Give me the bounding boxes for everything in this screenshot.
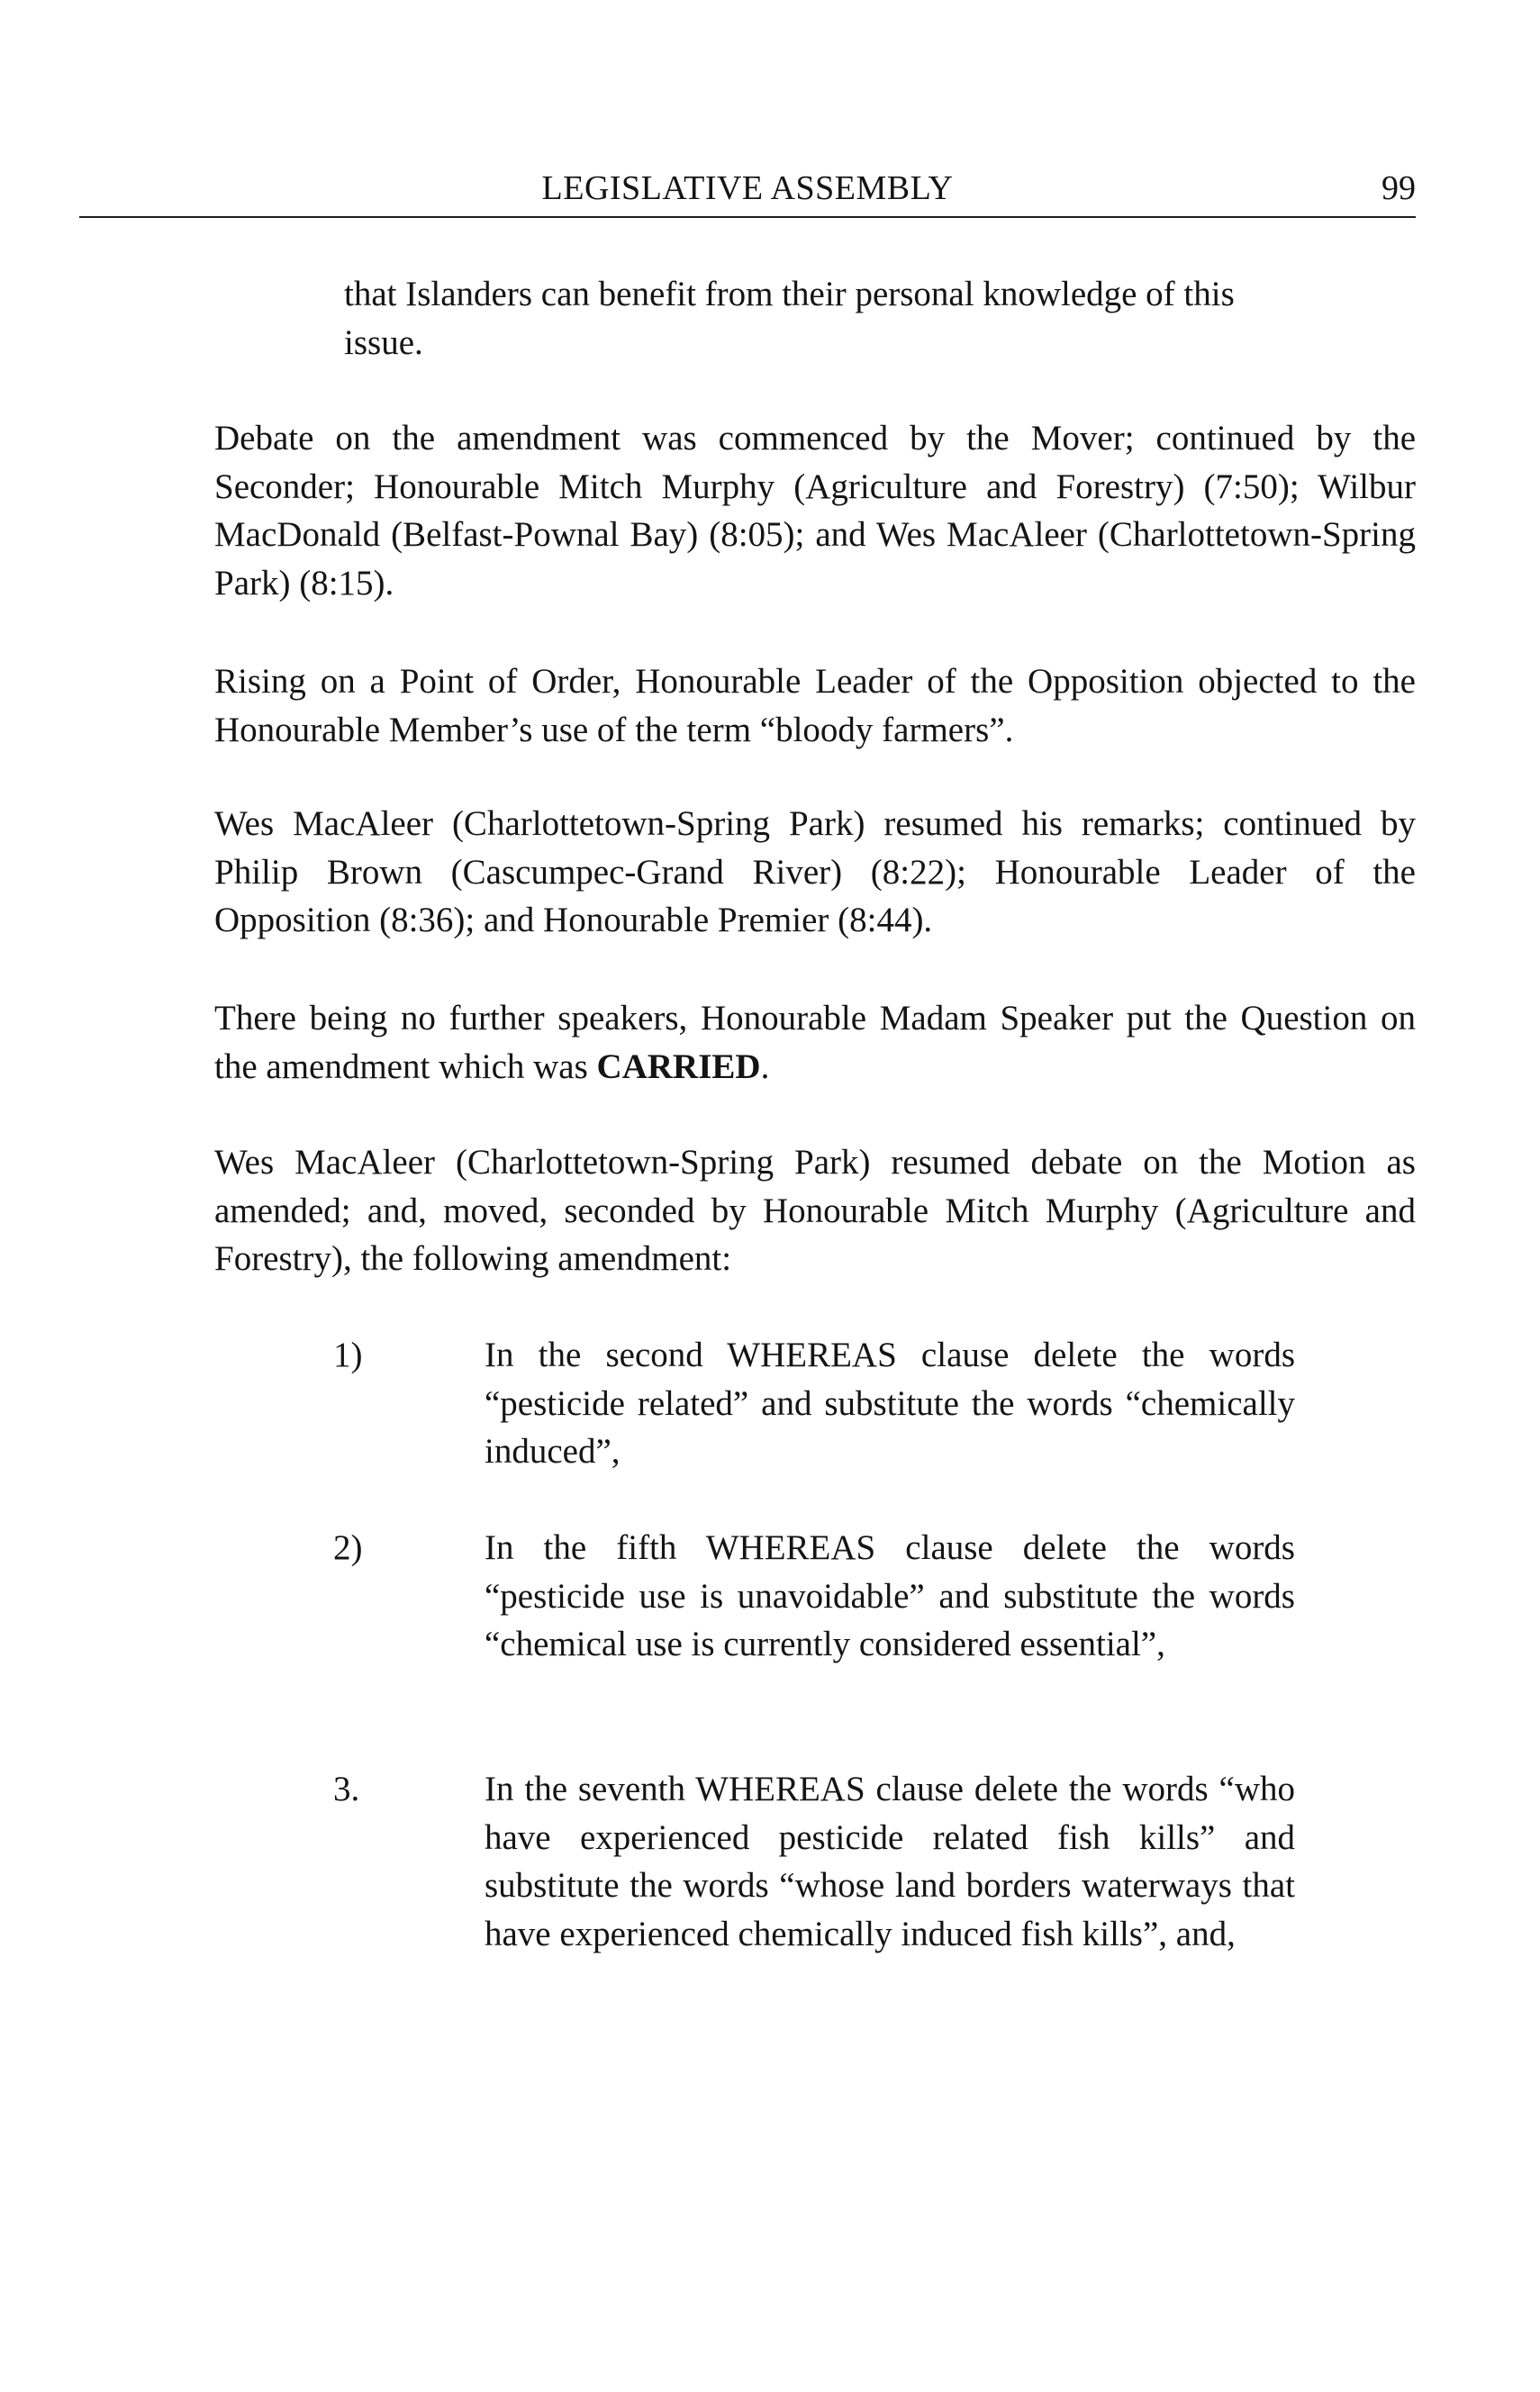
amendment-text: In the fifth WHEREAS clause delete the words “pesticide use is unavoidable” and substitute the words “chemical use is currently considered essential”, [485, 1528, 1295, 1663]
running-header [79, 164, 1416, 213]
debate-paragraph: Debate on the amendment was commenced by the Mover; continued by the Seconder; Honourable Mitch Murphy (Agriculture and Forestry) (7:50); Wilbur MacDonald (Belfast-Pownal Bay) (8:05); and Wes MacAleer (Charlottetown-Spring Park) (8:15). [214, 419, 1416, 603]
header-rule [79, 216, 1416, 218]
resumed-remarks-paragraph: Wes MacAleer (Charlottetown-Spring Park) resumed his remarks; continued by Philip Brown (Cascumpec-Grand River) (8:22); Honourable Leader of the Opposition (8:36); and Honourable Premier (8:44). [214, 804, 1416, 939]
point-of-order-paragraph: Rising on a Point of Order, Honourable Leader of the Opposition objected to the Honourable Member’s use of the term “bloody farmers”. [214, 662, 1416, 749]
amendment-text: In the seventh WHEREAS clause delete the words “who have experienced pesticide related fish kills” and substitute the words “whose land borders waterways that have experienced chemically induced fish kills”, and, [485, 1770, 1295, 1953]
question-paragraph [214, 994, 1416, 1091]
carried-result: CARRIED [596, 1046, 761, 1086]
amendment-number: 2) [333, 1528, 363, 1567]
amendment-text: In the second WHEREAS clause delete the words “pesticide related” and substitute the words “chemically induced”, [485, 1336, 1295, 1471]
amendment-intro-paragraph: Wes MacAleer (Charlottetown-Spring Park) resumed debate on the Motion as amended; and, moved, seconded by Honourable Mitch Murphy (Agriculture and Forestry), the following amendment: [214, 1143, 1416, 1278]
amendment-number: 3. [333, 1770, 360, 1808]
page-number: 99 [1381, 169, 1416, 207]
question-period: . [760, 1046, 770, 1086]
continuation-paragraph: that Islanders can benefit from their personal knowledge of this issue. [344, 275, 1235, 362]
question-text: There being no further speakers, Honourable Madam Speaker put the Question on the amendment which was [214, 999, 1416, 1086]
amendment-number: 1) [333, 1336, 363, 1374]
running-title: LEGISLATIVE ASSEMBLY [541, 169, 954, 207]
